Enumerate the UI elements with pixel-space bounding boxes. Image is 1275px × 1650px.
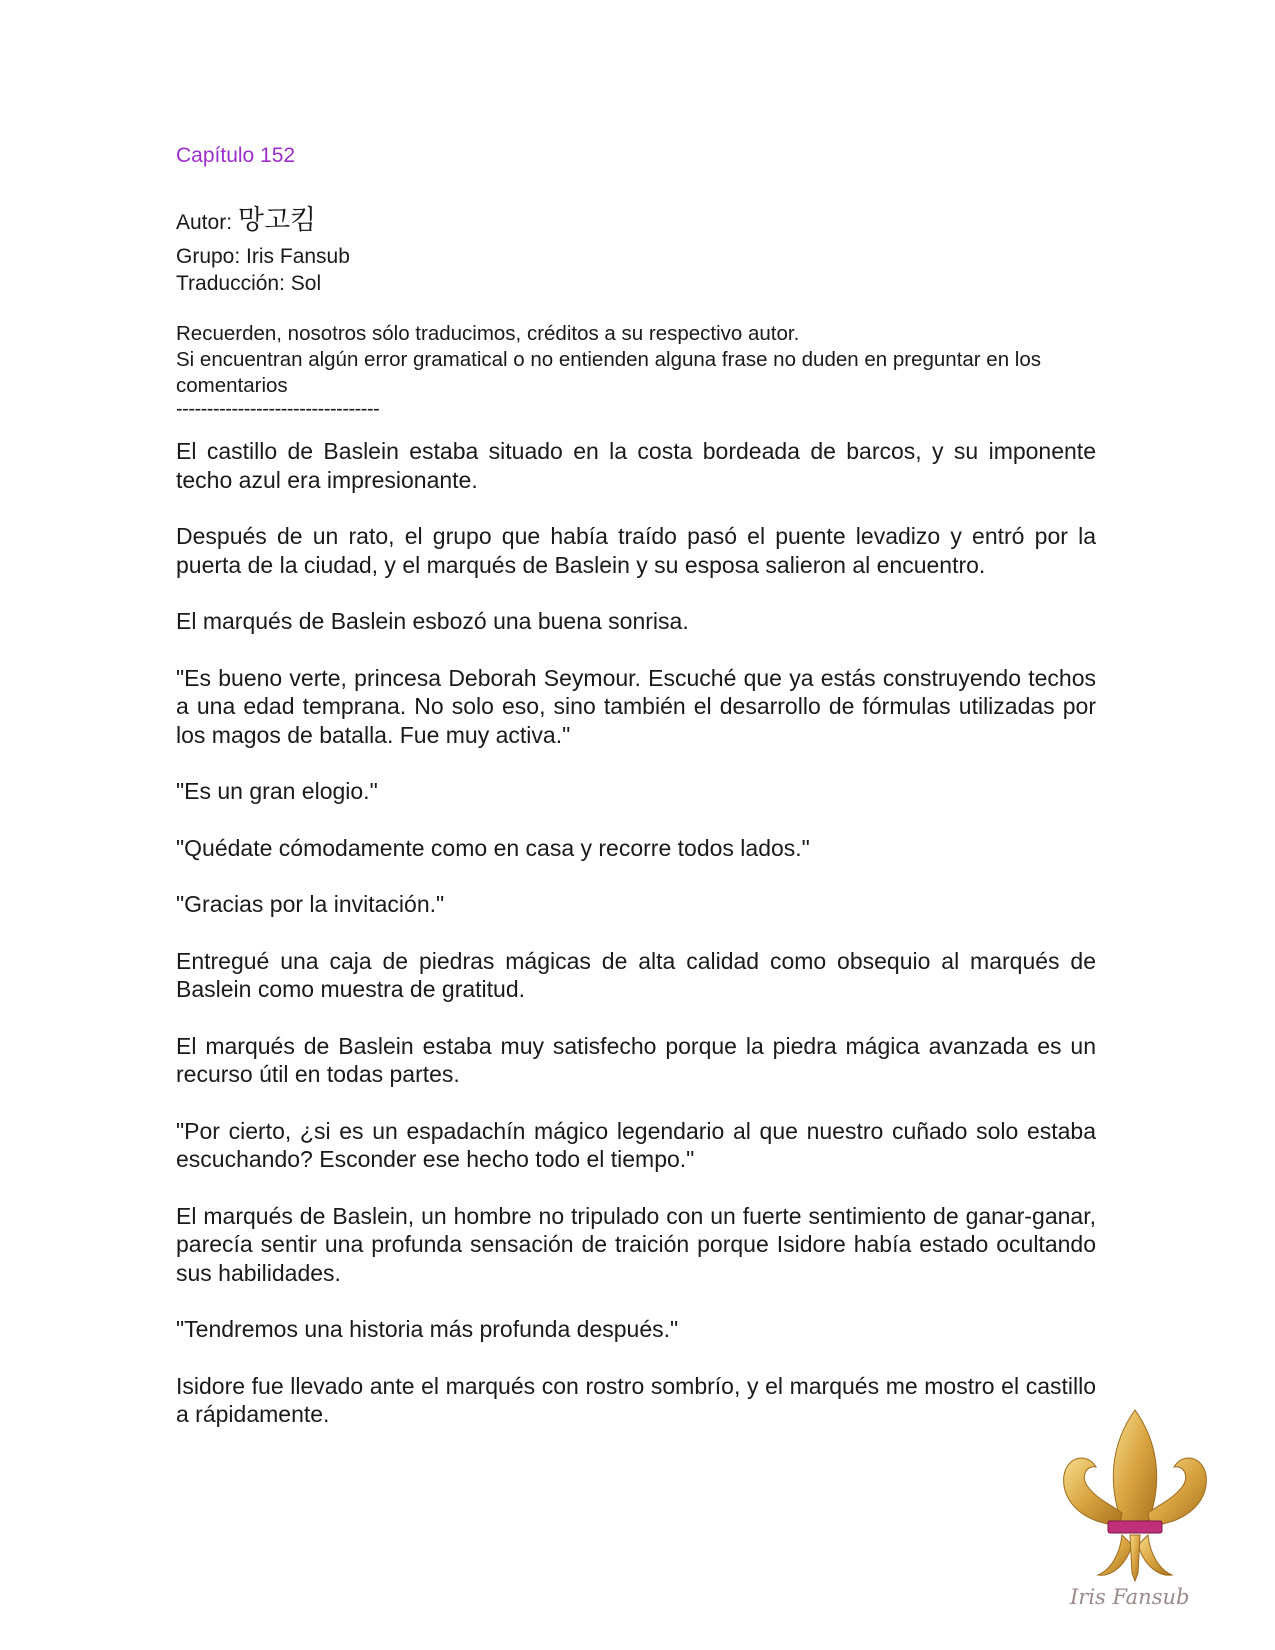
paragraph: El marqués de Baslein esbozó una buena sonrisa. <box>176 608 689 634</box>
paragraph: "Es un gran elogio." <box>176 778 378 804</box>
group-line: Grupo: Iris Fansub <box>176 245 350 268</box>
translation-line: Traducción: Sol <box>176 272 322 295</box>
separator: --------------------------------- <box>176 398 380 420</box>
chapter-title: Capítulo 152 <box>176 144 296 167</box>
paragraph: Después de un rato, el grupo que había traído pasó el puente levadizo y entró por la puerta de la ciudad, y el marqués de Baslein y su esposa salieron al encuentro. <box>176 523 1096 578</box>
paragraph: "Gracias por la invitación." <box>176 891 445 917</box>
notice-line-2: Si encuentran algún error gramatical o no entienden alguna frase no duden en preguntar en los comentarios <box>176 348 1042 397</box>
watermark-text: Iris Fansub <box>1070 1585 1190 1609</box>
paragraph: El marqués de Baslein estaba muy satisfecho porque la piedra mágica avanzada es un recurso útil en todas partes. <box>176 1032 1096 1087</box>
author-label: Autor: <box>176 211 233 234</box>
document-page <box>176 144 1096 1457</box>
author-name: 망고킴 <box>237 205 317 236</box>
chapter-body <box>176 437 1096 1429</box>
notice-line-1: Recuerden, nosotros sólo traducimos, créditos a su respectivo autor. <box>176 322 800 345</box>
paragraph: El castillo de Baslein estaba situado en la costa bordeada de barcos, y su imponente techo azul era impresionante. <box>176 438 1096 493</box>
paragraph: "Por cierto, ¿si es un espadachín mágico legendario al que nuestro cuñado solo estaba escuchando? Esconder ese hecho todo el tiempo." <box>176 1117 1096 1172</box>
author-line <box>176 198 1096 237</box>
paragraph: Entregué una caja de piedras mágicas de alta calidad como obsequio al marqués de Baslein como muestra de gratitud. <box>176 947 1096 1002</box>
paragraph: Isidore fue llevado ante el marqués con rostro sombrío, y el marqués me mostro el castillo a rápidamente. <box>176 1372 1096 1427</box>
paragraph: El marqués de Baslein, un hombre no tripulado con un fuerte sentimiento de ganar-ganar, parecía sentir una profunda sensación de traición porque Isidore había estado ocultando sus habilidades. <box>176 1202 1096 1286</box>
paragraph: "Es bueno verte, princesa Deborah Seymour. Escuché que ya estás construyendo techos a una edad temprana. No solo eso, sino también el desarrollo de fórmulas utilizadas por los magos de batalla. Fue muy activa." <box>176 664 1096 748</box>
paragraph: "Tendremos una historia más profunda después." <box>176 1316 679 1342</box>
paragraph: "Quédate cómodamente como en casa y recorre todos lados." <box>176 834 810 861</box>
